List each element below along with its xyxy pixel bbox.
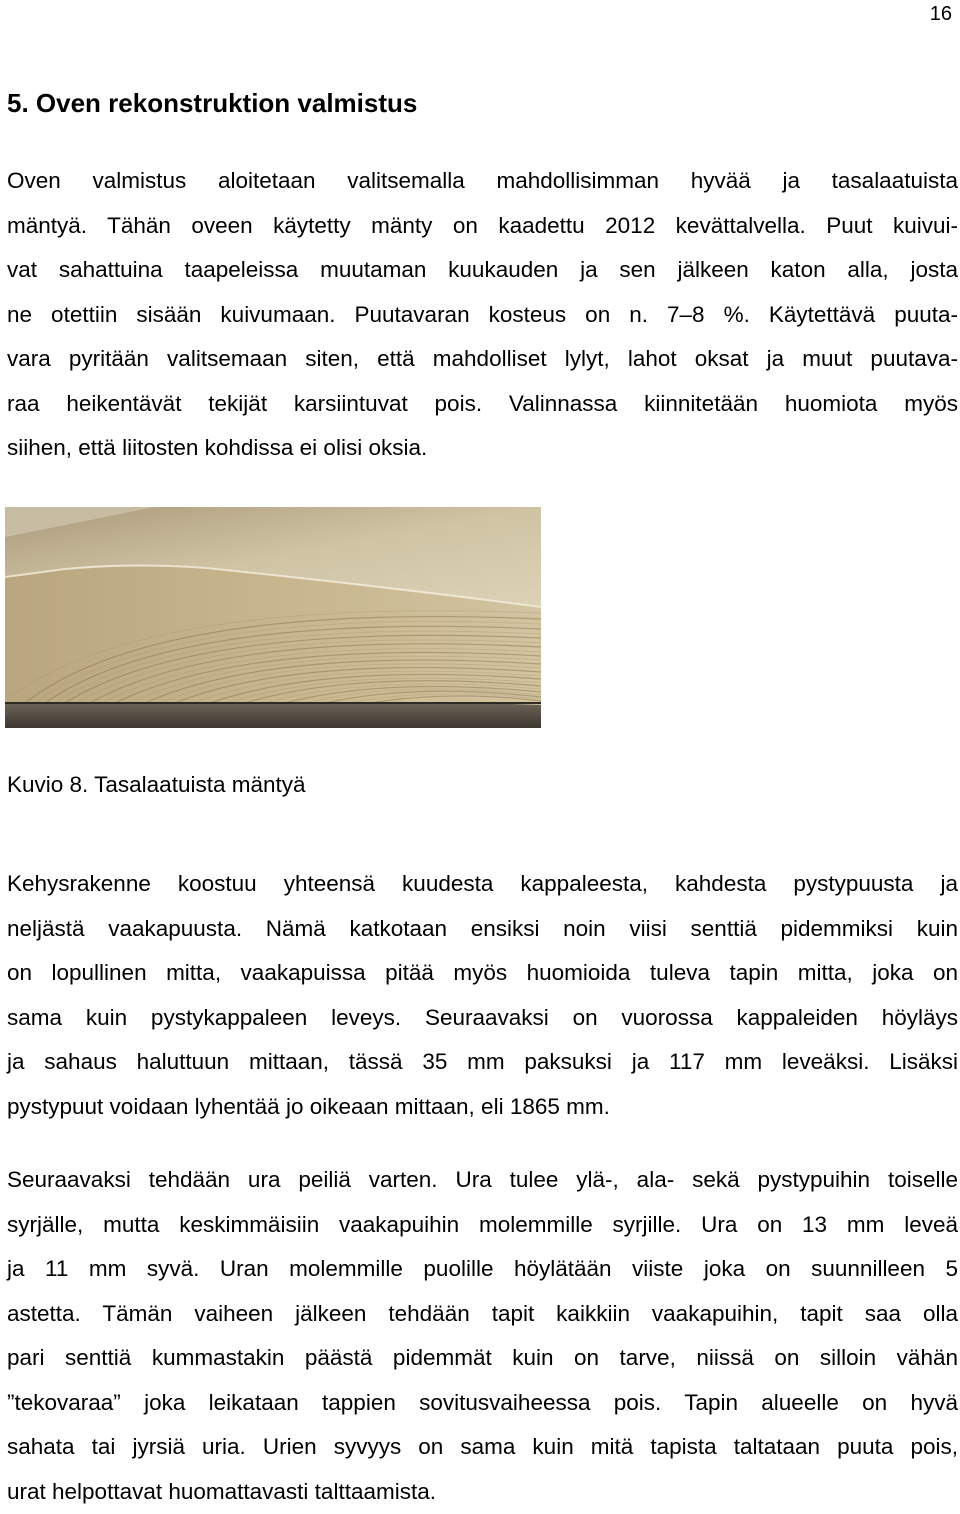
paragraph-groove-and-tenons <box>7 1158 958 1514</box>
paragraph-line: Kehysrakenne koostuu yhteensä kuudesta kappaleesta, kahdesta pystypuusta ja <box>7 862 958 907</box>
paragraph-line: mäntyä. Tähän oveen käytetty mänty on kaadettu 2012 kevättalvella. Puut kuivui- <box>7 204 958 249</box>
paragraph-frame-structure <box>7 862 958 1129</box>
paragraph-line: ne otettiin sisään kuivumaan. Puutavaran kosteus on n. 7–8 %. Käytettävä puuta- <box>7 293 958 338</box>
paragraph-line: siihen, että liitosten kohdissa ei olisi oksia. <box>7 426 958 471</box>
paragraph-line: urat helpottavat huomattavasti talttaamista. <box>7 1470 958 1514</box>
figure-pine-board-photo <box>5 507 541 728</box>
page-number: 16 <box>920 2 952 26</box>
paragraph-line: pystypuut voidaan lyhentää jo oikeaan mittaan, eli 1865 mm. <box>7 1085 958 1130</box>
paragraph-line: astetta. Tämän vaiheen jälkeen tehdään tapit kaikkiin vaakapuihin, tapit saa olla <box>7 1292 958 1337</box>
paragraph-line: Oven valmistus aloitetaan valitsemalla mahdollisimman hyvää ja tasalaatuista <box>7 159 958 204</box>
paragraph-line: sahata tai jyrsiä uria. Urien syvyys on sama kuin mitä tapista taltataan puuta pois, <box>7 1425 958 1470</box>
paragraph-line: pari senttiä kummastakin päästä pidemmät kuin on tarve, niissä on silloin vähän <box>7 1336 958 1381</box>
paragraph-line: ja 11 mm syvä. Uran molemmille puolille höylätään viiste joka on suunnilleen 5 <box>7 1247 958 1292</box>
paragraph-line: on lopullinen mitta, vaakapuissa pitää myös huomioida tuleva tapin mitta, joka on <box>7 951 958 996</box>
paragraph-line: ”tekovaraa” joka leikataan tappien sovitusvaiheessa pois. Tapin alueelle on hyvä <box>7 1381 958 1426</box>
paragraph-line: Seuraavaksi tehdään ura peiliä varten. Ura tulee ylä-, ala- sekä pystypuihin toiselle <box>7 1158 958 1203</box>
paragraph-line: raa heikentävät tekijät karsiintuvat pois. Valinnassa kiinnitetään huomiota myös <box>7 382 958 427</box>
section-heading: 5. Oven rekonstruktion valmistus <box>7 86 417 120</box>
paragraph-line: vat sahattuina taapeleissa muutaman kuukauden ja sen jälkeen katon alla, josta <box>7 248 958 293</box>
paragraph-wood-selection <box>7 159 958 471</box>
figure-caption: Kuvio 8. Tasalaatuista mäntyä <box>7 768 306 802</box>
paragraph-line: neljästä vaakapuusta. Nämä katkotaan ensiksi noin viisi senttiä pidemmiksi kuin <box>7 907 958 952</box>
paragraph-line: sama kuin pystykappaleen leveys. Seuraavaksi on vuorossa kappaleiden höyläys <box>7 996 958 1041</box>
paragraph-line: syrjälle, mutta keskimmäisiin vaakapuihin molemmille syrjille. Ura on 13 mm leveä <box>7 1203 958 1248</box>
paragraph-line: vara pyritään valitsemaan siten, että mahdolliset lylyt, lahot oksat ja muut puutava- <box>7 337 958 382</box>
paragraph-line: ja sahaus haluttuun mittaan, tässä 35 mm paksuksi ja 117 mm leveäksi. Lisäksi <box>7 1040 958 1085</box>
